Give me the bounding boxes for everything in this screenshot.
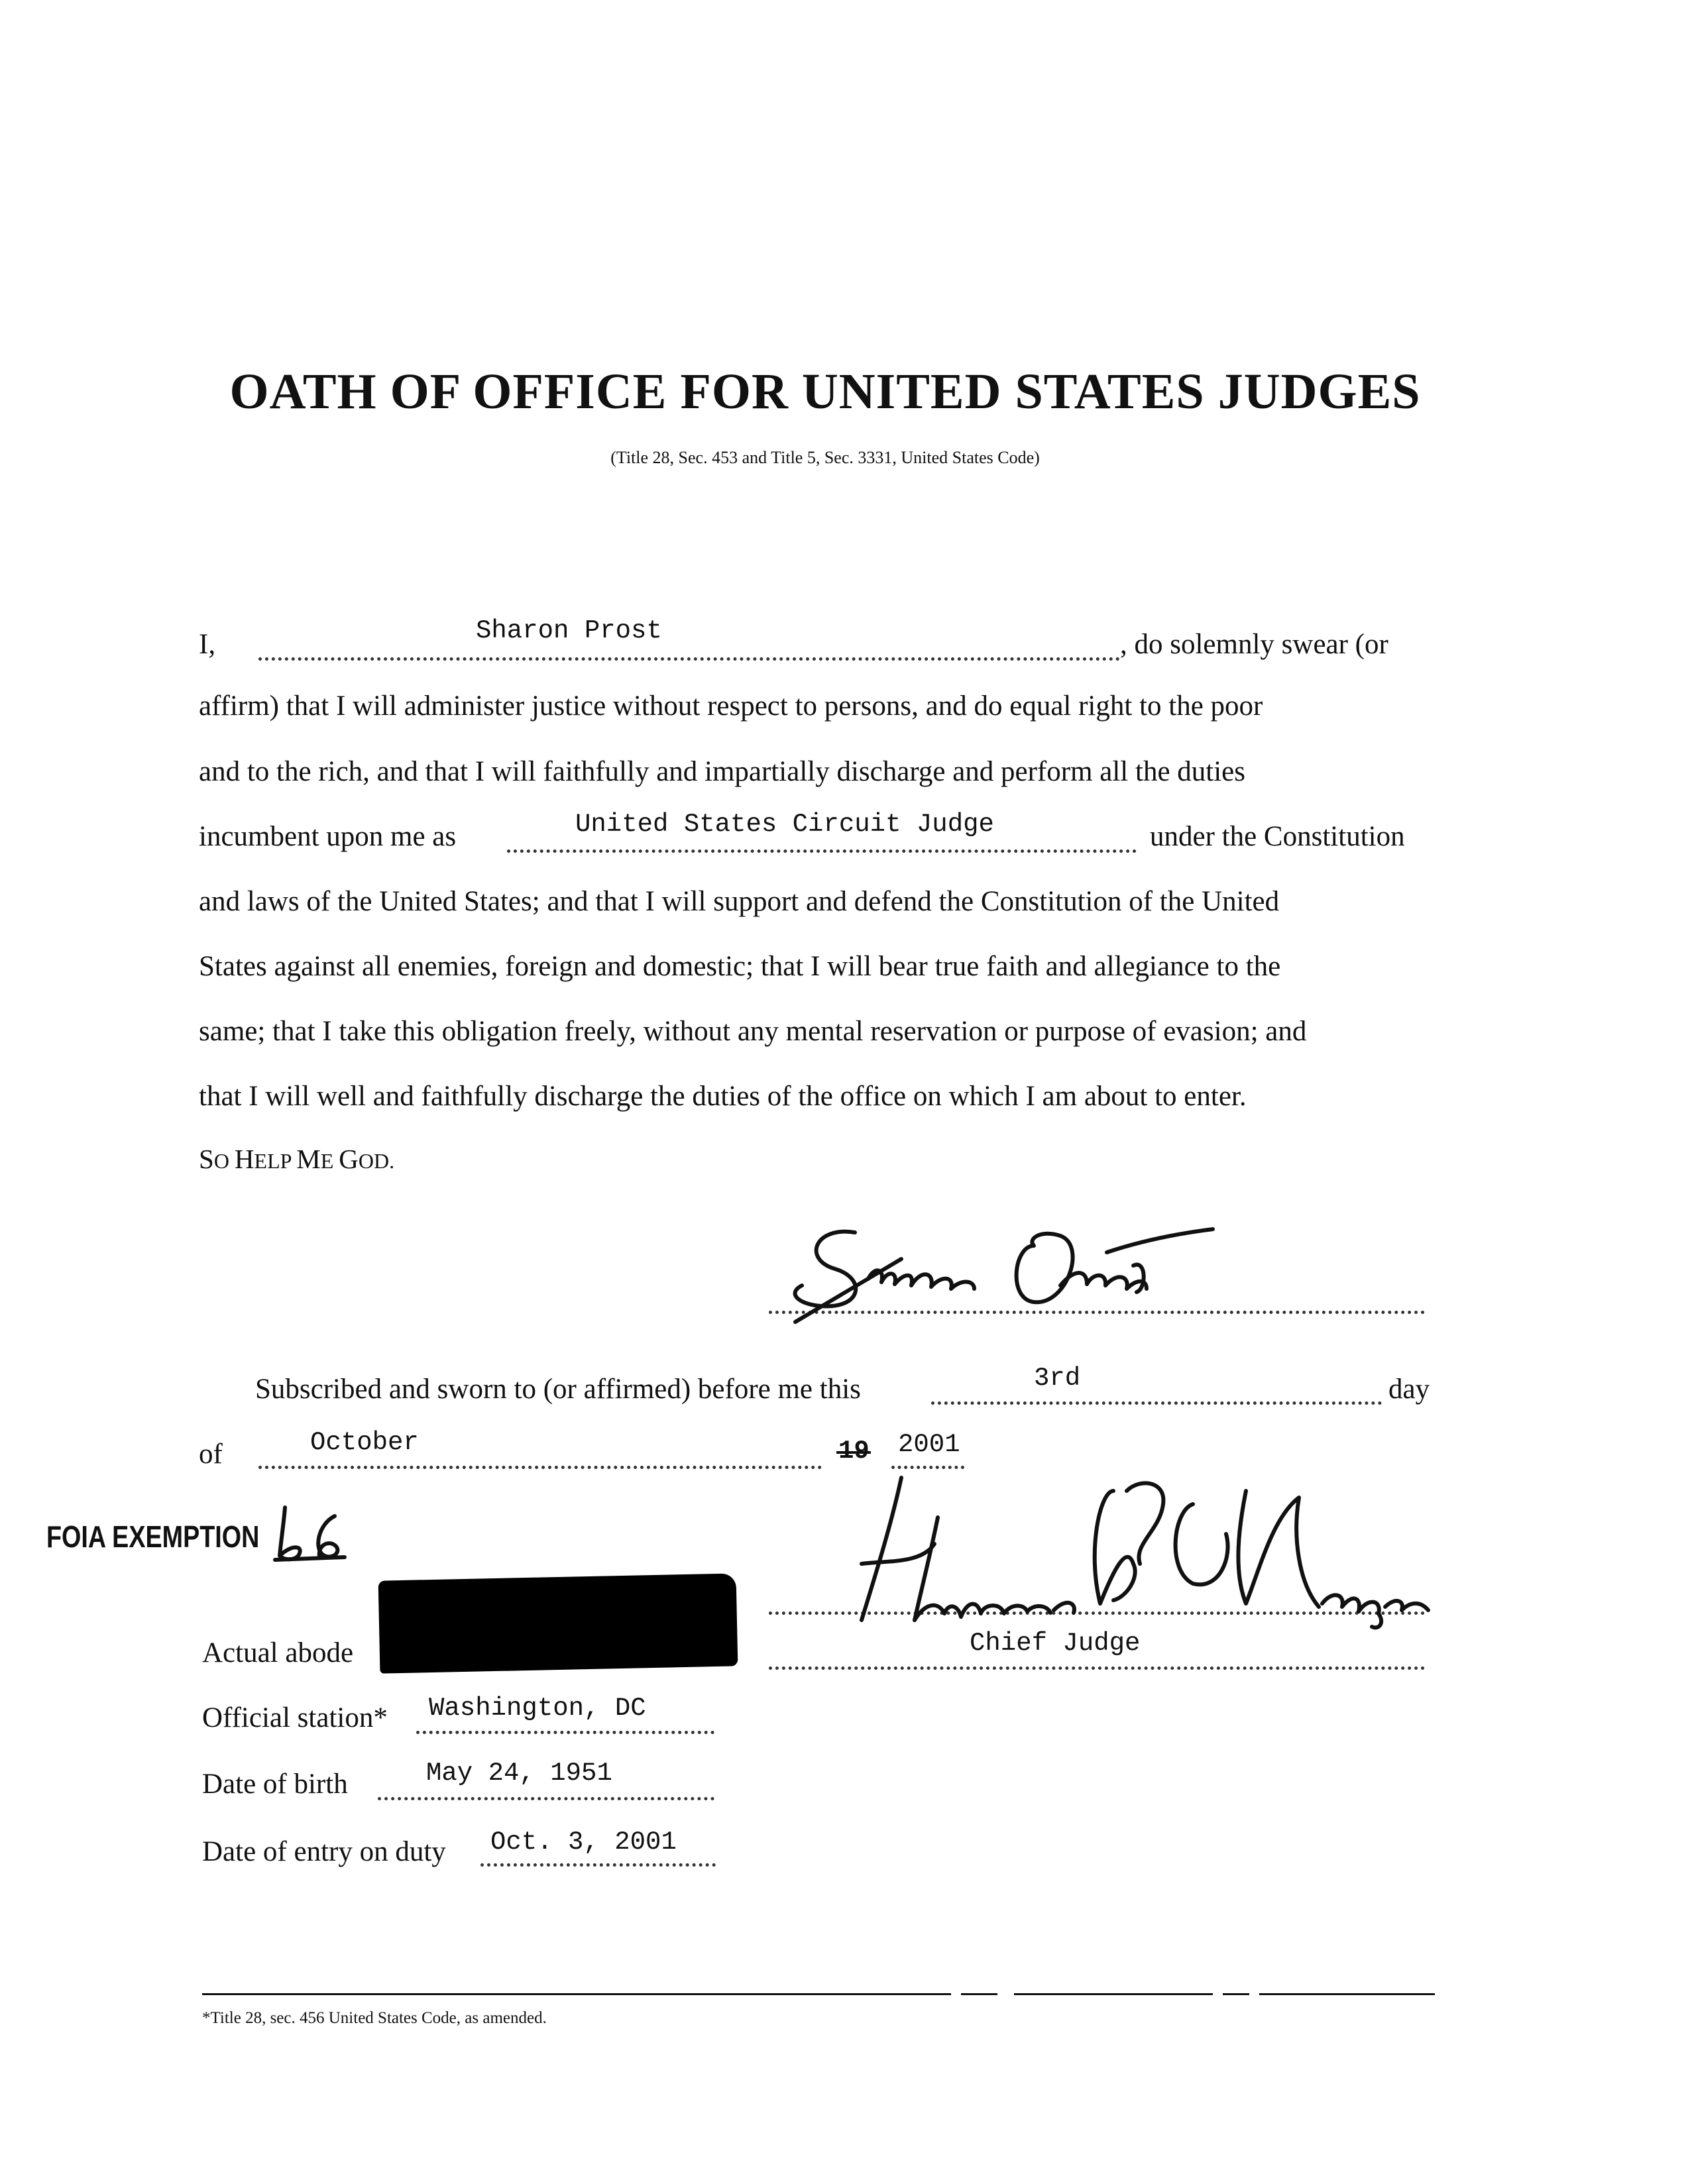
year-dotted-line — [891, 1466, 964, 1469]
foia-code-handwritten — [272, 1504, 351, 1564]
name-dotted-line — [258, 657, 1120, 661]
office-dotted-line — [507, 849, 1137, 853]
oath-line-7: same; that I take this obligation freely, without any mental reservation or purpose of evasion; and — [199, 1016, 1307, 1047]
oath-name-field: Sharon Prost — [476, 616, 662, 645]
footnote-rule-dash-1 — [961, 1993, 997, 1995]
officer-signature — [822, 1471, 1438, 1630]
subscription-day-word: day — [1388, 1374, 1430, 1405]
oath-line4-prefix: incumbent upon me as — [199, 821, 457, 852]
subscription-of: of — [199, 1439, 223, 1470]
footnote-rule-mid — [1014, 1993, 1213, 1995]
subscription-year-field: 2001 — [898, 1430, 960, 1459]
oath-closing: SO HELP ME GOD. — [199, 1144, 395, 1174]
officer-title-field: Chief Judge — [970, 1629, 1141, 1658]
oath-line-5: and laws of the United States; and that I will support and defend the Constitution of the United — [199, 886, 1280, 917]
footnote: *Title 28, sec. 456 United States Code, as amended. — [202, 2009, 547, 2027]
oath-taker-signature — [775, 1206, 1239, 1325]
day-dotted-line — [931, 1401, 1382, 1405]
footnote-rule-left — [202, 1993, 951, 1995]
station-field: Washington, DC — [429, 1694, 646, 1723]
entry-dotted-line — [480, 1863, 716, 1867]
entry-label: Date of entry on duty — [202, 1836, 446, 1867]
abode-label: Actual abode — [202, 1637, 354, 1668]
station-dotted-line — [416, 1731, 714, 1734]
oath-line4-suffix: under the Constitution — [1150, 821, 1405, 852]
entry-field: Oct. 3, 2001 — [490, 1828, 677, 1857]
station-label: Official station* — [202, 1702, 388, 1733]
oath-line-3: and to the rich, and that I will faithfully and impartially discharge and perform all the duties — [199, 756, 1245, 787]
subscription-month-field: October — [310, 1428, 419, 1457]
struck-century: 19 — [838, 1437, 870, 1466]
officer-title-dotted-line — [769, 1666, 1425, 1670]
oath-line-2: affirm) that I will administer justice without respect to persons, and do equal right to the poor — [199, 690, 1263, 722]
dob-field: May 24, 1951 — [426, 1759, 612, 1788]
dob-label: Date of birth — [202, 1769, 348, 1800]
oath-office-field: United States Circuit Judge — [575, 810, 994, 839]
oath-pronoun: I, — [199, 629, 216, 660]
oath-line1-rest: , do solemnly swear (or — [1120, 629, 1388, 660]
document-title: OATH OF OFFICE FOR UNITED STATES JUDGES — [229, 364, 1421, 419]
dob-dotted-line — [378, 1797, 714, 1800]
month-dotted-line — [258, 1466, 822, 1469]
footnote-rule-right — [1259, 1993, 1435, 1995]
foia-label: FOIA EXEMPTION — [46, 1519, 260, 1554]
century-strike-mark — [836, 1451, 871, 1454]
document-subtitle: (Title 28, Sec. 453 and Title 5, Sec. 3331, United States Code) — [610, 448, 1040, 467]
subscription-day-field: 3rd — [1034, 1364, 1081, 1393]
footnote-rule-dash-2 — [1223, 1993, 1249, 1995]
subscription-prefix: Subscribed and sworn to (or affirmed) before me this — [255, 1374, 861, 1405]
redacted-abode — [378, 1573, 738, 1673]
oath-line-6: States against all enemies, foreign and domestic; that I will bear true faith and allegiance to the — [199, 951, 1281, 982]
oath-line-8: that I will well and faithfully discharge the duties of the office on which I am about to enter. — [199, 1081, 1247, 1112]
